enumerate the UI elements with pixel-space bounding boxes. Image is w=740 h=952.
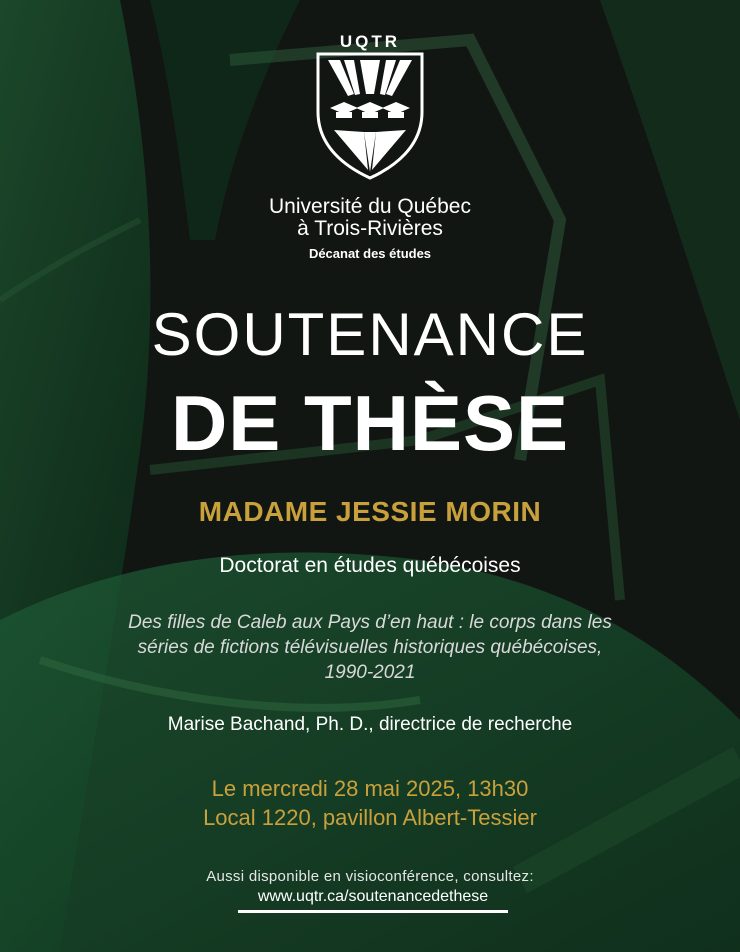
title-line2: DE THÈSE — [170, 379, 570, 467]
university-name-line2: à Trois-Rivières — [297, 217, 443, 240]
visio-note: Aussi disponible en visioconférence, consultez: — [206, 868, 534, 885]
event-url-link[interactable]: www.uqtr.ca/soutenancedethese — [238, 888, 508, 913]
uqtr-shield-icon — [314, 52, 426, 180]
department-name: Décanat des études — [308, 246, 432, 261]
event-location: Local 1220, pavillon Albert-Tessier — [203, 805, 537, 830]
research-director: Marise Bachand, Ph. D., directrice de recherche — [167, 714, 573, 735]
candidate-name: MADAME JESSIE MORIN — [198, 496, 542, 527]
thesis-title: Des filles de Caleb aux Pays d’en haut : le corps dans les séries de fictions télévisuelles historiques québécoises, 1990-2021 — [128, 612, 612, 683]
event-date: Le mercredi 28 mai 2025, 13h30 — [211, 776, 529, 801]
uqtr-wordmark: UQTR — [339, 32, 401, 51]
program-name: Doctorat en études québécoises — [219, 554, 521, 577]
university-name-line1: Université du Québec — [269, 195, 471, 218]
title-line1: SOUTENANCE — [151, 301, 589, 368]
